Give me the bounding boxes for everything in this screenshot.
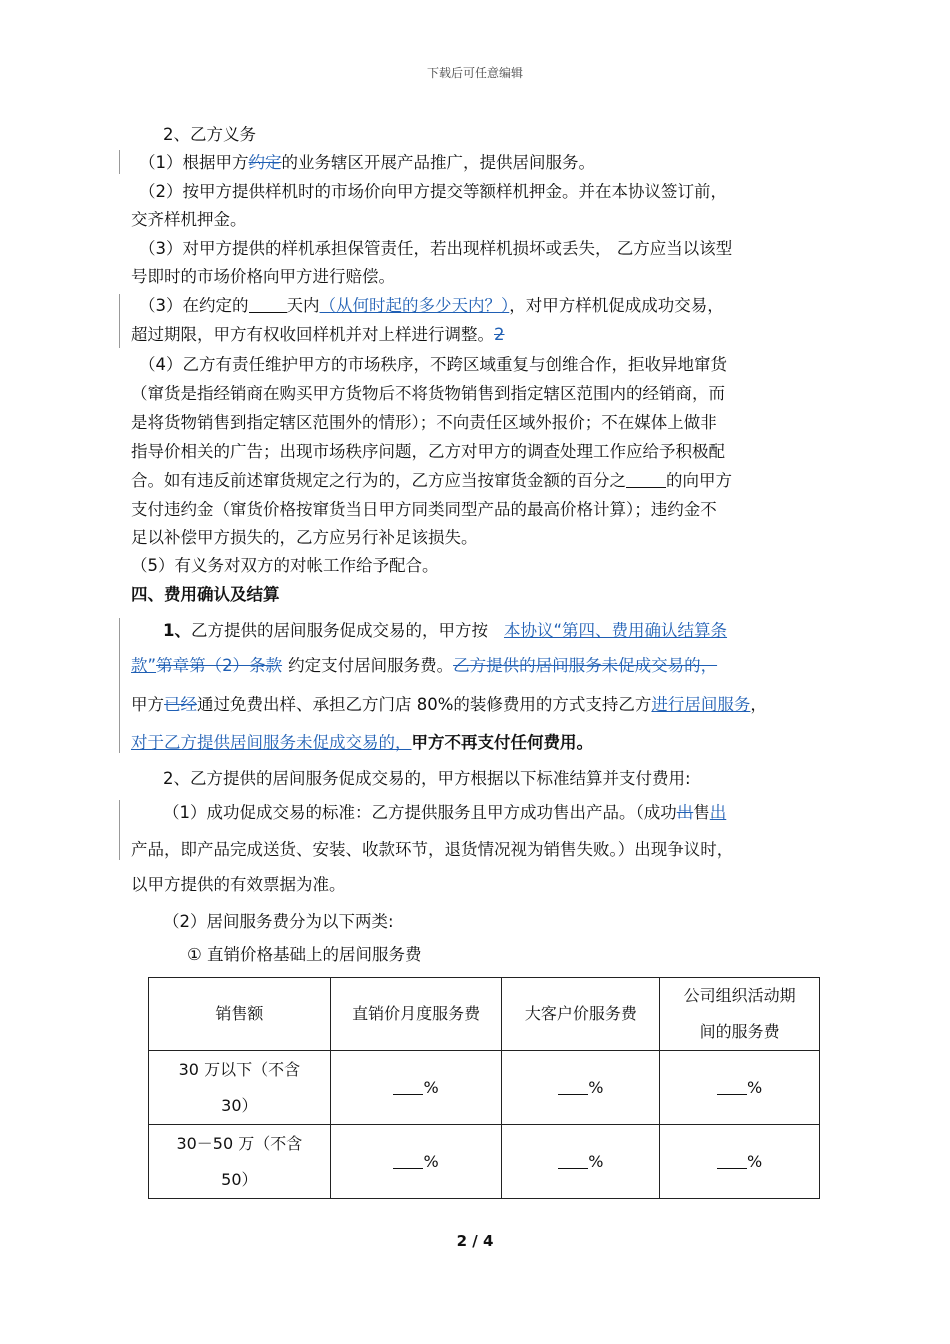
section-title-obligations: 2、乙方义务: [163, 125, 256, 144]
obligation-3-line2: 号即时的市场价格向甲方进行赔偿。: [131, 267, 395, 286]
revision-bar: [119, 800, 120, 860]
table-header-key-account: 大客户价服务费: [502, 978, 660, 1051]
obligation-4-line2: （窜货是指经销商在购买甲方货物后不将货物销售到指定辖区范围内的经销商，而: [131, 384, 725, 403]
fee-para2: 2、乙方提供的居间服务促成交易的，甲方根据以下标准结算并支付费用:: [163, 769, 691, 788]
obligation-2-line1: （2）按甲方提供样机时的市场价向甲方提交等额样机押金。并在本协议签订前，: [139, 182, 727, 201]
fee-para2-1-line2: 产品，即产品完成送货、安装、收款环节，退货情况视为销售失败。）出现争议时，: [131, 840, 734, 859]
obligation-4-line6: 支付违约金（窜货价格按窜货当日甲方同类同型产品的最高价格计算）；违约金不: [131, 500, 717, 519]
fee-para2-1-line1: （1）成功促成交易的标准：乙方提供服务且甲方成功售出产品。（成功出售出: [163, 803, 727, 822]
revision-bar: [119, 618, 120, 753]
table-cell: %: [502, 1125, 660, 1199]
obligation-4-line1: （4）乙方有责任维护甲方的市场秩序，不跨区域重复与创维合作，拒收异地窜货: [139, 355, 727, 374]
table-header-sales: 销售额: [149, 978, 331, 1051]
obligation-3-line1: （3）对甲方提供的样机承担保管责任，若出现样机损坏或丢失， 乙方应当以该型: [139, 239, 733, 258]
table-cell: %: [330, 1125, 502, 1199]
fee-para2-2: （2）居间服务费分为以下两类:: [163, 912, 394, 931]
table-cell: %: [502, 1051, 660, 1125]
obligation-5: （5）有义务对双方的对帐工作给予配合。: [131, 556, 439, 575]
fee-para1-line2: 款”第章第（2）条款 约定支付居间服务费。乙方提供的居间服务未促成交易的，: [131, 656, 718, 675]
table-row: [149, 1125, 820, 1199]
obligation-4-line4: 指导价相关的广告；出现市场秩序问题，乙方对甲方的调查处理工作应给予积极配: [131, 442, 725, 461]
table-header-direct: 直销价月度服务费: [330, 978, 502, 1051]
table-row-label: 30 万以下（不含 30）: [149, 1051, 331, 1125]
fee-para1-line1: 1、乙方提供的居间服务促成交易的，甲方按 本协议“第四、费用确认结算条: [163, 621, 728, 640]
page-header: 下载后可任意编辑: [426, 66, 523, 80]
table-cell: %: [660, 1125, 820, 1199]
revision-bar: [119, 294, 120, 348]
section-title-fees: 四、费用确认及结算: [131, 585, 280, 604]
obligation-4-line3: 是将货物销售到指定辖区范围外的情形）；不向责任区域外报价；不在媒体上做非: [131, 413, 717, 432]
page-number: 2 / 4: [456, 1232, 494, 1250]
obligation-4-line5: 合。如有违反前述窜货规定之行为的，乙方应当按窜货金额的百分之 的向甲方: [131, 471, 732, 490]
fee-para1-line4: 对于乙方提供居间服务未促成交易的，甲方不再支付任何费用。: [131, 733, 593, 752]
table-row-label: 30－50 万（不含 50）: [149, 1125, 331, 1199]
obligation-2-line2: 交齐样机押金。: [131, 210, 247, 229]
fee-para2-1-line3: 以甲方提供的有效票据为准。: [131, 875, 346, 894]
obligation-4-line7: 足以补偿甲方损失的，乙方应另行补足该损失。: [131, 528, 478, 547]
table-header-promotion: 公司组织活动期 间的服务费: [660, 978, 820, 1051]
table-cell: %: [660, 1051, 820, 1125]
obligation-3b-line2: 超过期限，甲方有权收回样机并对上样进行调整。2: [131, 325, 505, 344]
revision-bar: [119, 150, 120, 174]
fee-para2-2-1: ① 直销价格基础上的居间服务费: [187, 945, 422, 964]
obligation-1: （1）根据甲方约定的业务辖区开展产品推广，提供居间服务。: [139, 153, 595, 172]
table-cell: %: [330, 1051, 502, 1125]
fee-para1-line3: 甲方已经通过免费出样、承担乙方门店 80%的装修费用的方式支持乙方进行居间服务，: [131, 695, 767, 714]
obligation-3b-line1: （3）在约定的 天内（从何时起的多少天内？），对甲方样机促成成功交易，: [139, 296, 724, 315]
table-header-row: [149, 978, 820, 1051]
table-row: [149, 1051, 820, 1125]
fee-table: [148, 977, 820, 1199]
